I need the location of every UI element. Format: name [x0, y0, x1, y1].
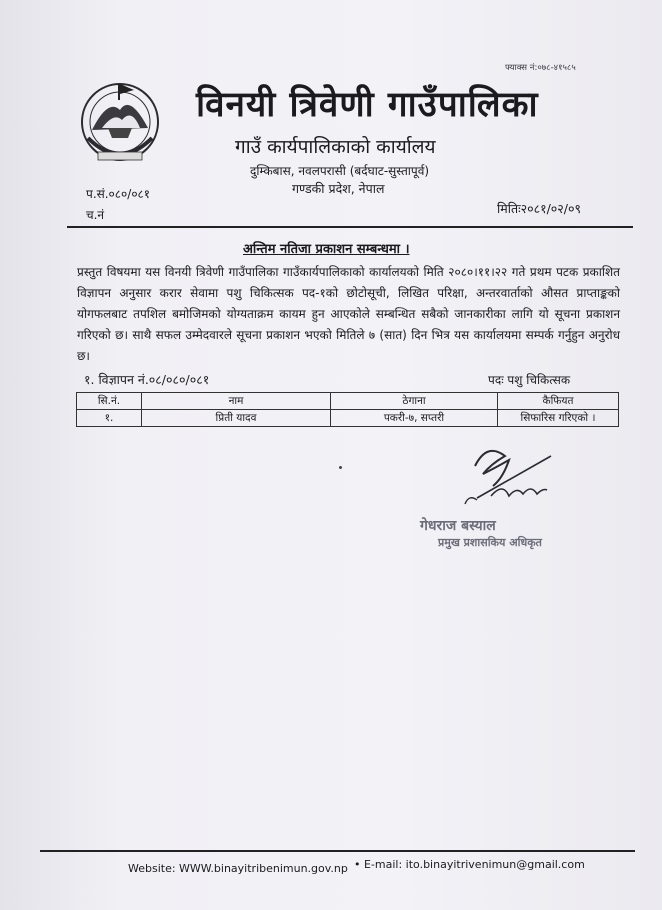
result-table [76, 392, 619, 427]
dispatch-number: च.नं [86, 208, 105, 222]
col-name: नाम [142, 393, 331, 410]
cell-address: पकरी-७, सप्तरी [331, 410, 498, 427]
ink-dot [339, 466, 342, 469]
table-header-row [77, 393, 619, 410]
signatory-designation: प्रमुख प्रशासकिय अधिकृत [438, 536, 542, 549]
post-title: पदः पशु चिकित्सक [488, 373, 571, 387]
col-remarks: कैफियत [498, 393, 619, 410]
province-line: गण्डकी प्रदेश, नेपाल [292, 181, 385, 196]
table-row [77, 410, 619, 427]
office-name: गाउँ कार्यपालिकाको कार्यालय [235, 136, 436, 158]
municipality-title: विनयी त्रिवेणी गाउँपालिका [196, 85, 539, 125]
footer-website: Website: WWW.binayitribenimun.gov.np [128, 862, 348, 875]
letter-date: मितिः२०८१/०२/०९ [497, 201, 582, 216]
fax-number: फ्याक्स नं:०७८-४१५८५ [505, 63, 576, 73]
footer-email: • E-mail: ito.binayitrivenimun@gmail.com [354, 858, 585, 871]
notice-body: प्रस्तुत विषयमा यस विनयी त्रिवेणी गाउँपालिका गाउँकार्यपालिकाको कार्यालयको मिति २०८०।११।२२ गते प्रथम पटक प्रकाशित विज्ञापन अनुसार करार सेवामा पशु चिकित्सक पद-१को छोटोसूची, लिखित परिक्षा, अन्तरवार्ताको औसत प्राप्ताङ्कको योगफलबाट तपशिल बमोजिमको योग्यताक्रम कायम हुन आएकोले सम्बन्धित सबैको जानकारीका लागि यो सूचना प्रकाशन गरिएको छ। साथै सफल उम्मेदवारले सूचना प्रकाशन भएको मितिले ७ (सात) दिन भित्र यस कार्यालयमा सम्पर्क गर्नुहुन अनुरोध छ। [77, 265, 620, 363]
reference-number: प.सं.०८०/०८१ [86, 187, 151, 201]
nepal-emblem-icon [78, 78, 162, 170]
advertisement-number: १. विज्ञापन नं.०८/०८०/०८१ [84, 372, 210, 387]
col-serial: सि.नं. [77, 393, 142, 410]
notice-subject: अन्तिम नतिजा प्रकाशन सम्बन्धमा । [243, 242, 410, 257]
cell-remarks: सिफारिस गरिएको । [498, 410, 619, 427]
footer-divider [40, 850, 635, 852]
header-divider [67, 226, 633, 228]
office-address: दुम्किबास, नवलपरासी (बर्दघाट-सुस्तापूर्व) [250, 164, 430, 178]
col-address: ठेगाना [331, 393, 498, 410]
handwritten-signature [447, 438, 567, 510]
cell-serial: १. [77, 410, 142, 427]
cell-name: प्रिती यादव [142, 410, 331, 427]
signatory-name: गेधराज बस्याल [420, 518, 496, 534]
